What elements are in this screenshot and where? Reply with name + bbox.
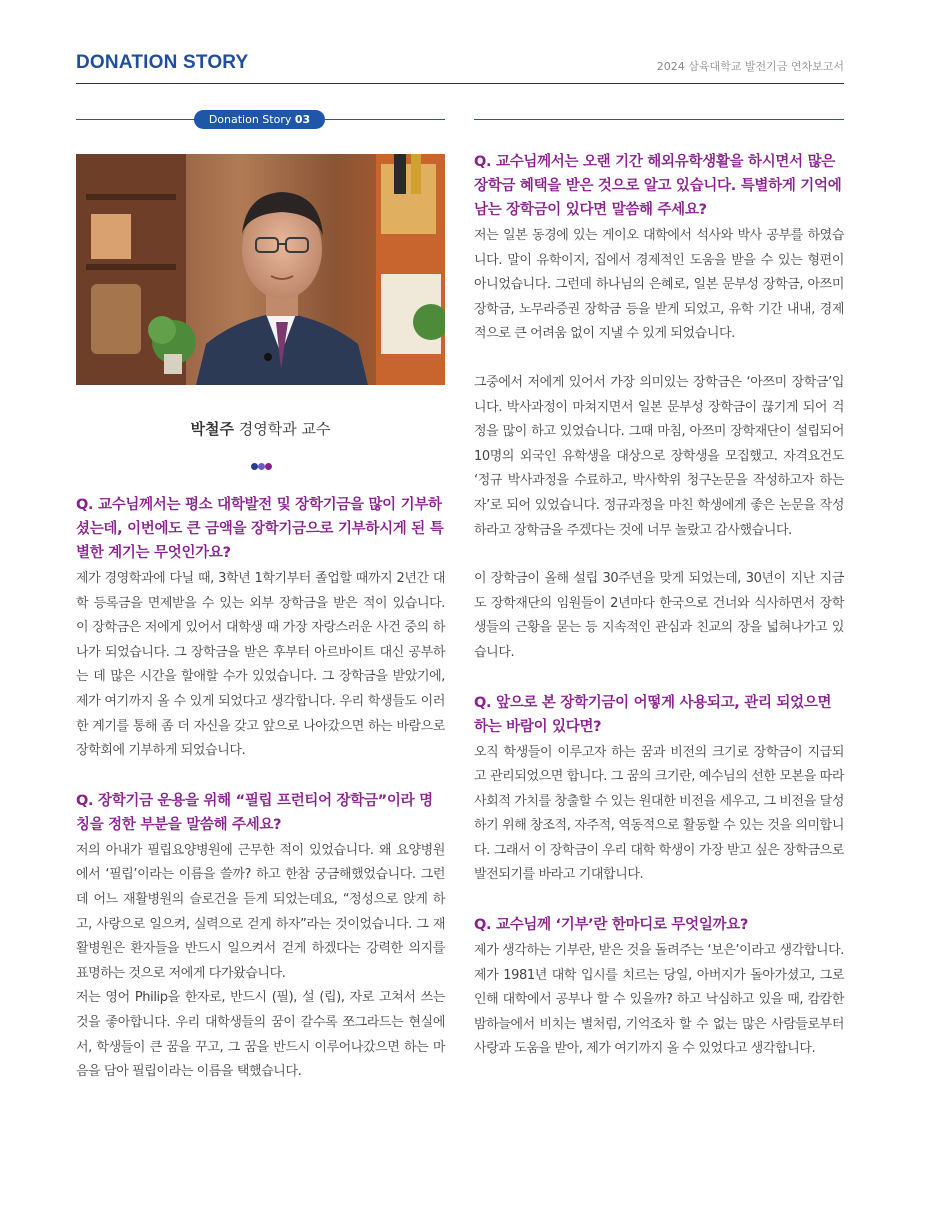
answer-meaning-of-giving: 제가 생각하는 기부란, 받은 것을 돌려주는 ‘보은’이라고 생각합니다. 제가 1981년 대학 입시를 치르는 당일, 아버지가 돌아가셨고, 그로 인해 대학에서 공부나 할 수 있을까? 하고 낙심하고 있을 때, 캄캄한 밤하늘에서 비치는 별처럼, 기억조차 할 수 없는 많은 사람들로부터 사랑과 도움을 받아, 제가 여기까지 올 수 있었다고 생각합니다. (474, 943, 844, 1057)
decorative-dots (251, 455, 272, 474)
dot-1 (251, 463, 258, 470)
answer-atsumi-scholarship: 그중에서 저에게 있어서 가장 의미있는 장학금은 ‘아쯔미 장학금’입니다. 박사과정이 마쳐지면서 일본 문부성 장학금이 끊기게 되어 걱정을 많이 하고 있었습니다. 그때 마침, 아쯔미 장학재단이 설립되어 10명의 외국인 유학생을 대상으로 장학생을 모집했고. 자격요건도 ‘정규 박사과정을 수료하고, 박사학위 청구논문을 작성하고자 하는 자’로 되어 있었습니다. 정규과정을 마친 학생에게 좋은 논문을 작성하라고 장학금을 주겠다는 것에 너무 놀랐고 감사했습니다. (474, 374, 844, 538)
story-tag-label: Donation Story (208, 113, 292, 126)
answer-motivation: 제가 경영학과에 다닐 때, 3학년 1학기부터 졸업할 때까지 2년간 대학 등록금을 면제받을 수 있는 외부 장학금을 받은 적이 있습니다. 이 장학금은 저에게 있어서 대학생 때 가장 자랑스러운 사건 중의 하나가 되었습니다. 그 장학금을 받은 후부터 아르바이트 대신 공부하는 데 많은 시간을 할애할 수가 있었습니다. 그 장학금을 받았기에, 제가 여기까지 올 수 있게 되었다고 생각합니다. 우리 학생들도 이러한 계기를 통해 좀 더 자신을 갖고 앞으로 나아갔으면 하는 바람으로 장학회에 기부하게 되었습니다. (76, 571, 445, 759)
right-column (474, 150, 844, 1062)
profile-caption (76, 418, 445, 439)
right-column-divider (474, 119, 844, 120)
page-header-title: DONATION STORY (76, 52, 249, 73)
answer-scholarship-name: 저의 아내가 필립요양병원에 근무한 적이 있었습니다. 왜 요양병원에서 ‘필립’이라는 이름을 쓸까? 하고 한참 궁금해했었습니다. 그런데 어느 재활병원의 슬로건을 듣게 되었는데요, “정성으로 앉게 하고, 사랑으로 일으켜, 실력으로 걷게 하자”라는 것이었습니다. 그 재활병원은 환자들을 반드시 일으켜서 걷게 하겠다는 강력한 의지를 표명하는 것으로 저에게 다가왔습니다. (76, 842, 445, 981)
question-future-hope: Q. 앞으로 본 장학기금이 어떻게 사용되고, 관리 되었으면 하는 바람이 있다면? (474, 694, 832, 735)
answer-30th-anniversary: 이 장학금이 올해 설립 30주년을 맞게 되었는데, 30년이 지난 지금도 장학재단의 임원들이 2년마다 한국으로 건너와 식사하면서 장학생들의 근황을 묻는 등 지속적인 관심과 친교의 장을 넓혀나가고 있습니다. (474, 571, 844, 660)
question-motivation: Q. 교수님께서는 평소 대학발전 및 장학기금을 많이 기부하셨는데, 이번에도 큰 금액을 장학기금으로 기부하시게 된 특별한 계기는 무엇인가요? (76, 497, 444, 561)
profile-title: 경영학과 교수 (238, 420, 331, 438)
left-column (76, 493, 445, 1085)
header-divider (76, 83, 844, 84)
dot-2 (258, 463, 265, 470)
professor-photo (76, 154, 445, 385)
answer-memorable-scholarship: 저는 일본 동경에 있는 게이오 대학에서 석사와 박사 공부를 하였습니다. 말이 유학이지, 집에서 경제적인 도움을 받을 수 있는 형편이 아니었습니다. 그런데 하나님의 은혜로, 일본 문부성 장학금, 아쯔미 장학금, 노무라증권 장학금 등을 받게 되었고, 유학 기간 내내, 경제적으로 큰 어려움 없이 지낼 수 있게 되었습니다. (474, 228, 844, 342)
dot-3 (265, 463, 272, 470)
profile-name: 박철주 (190, 420, 234, 438)
story-tag (194, 110, 325, 129)
report-subtitle: 2024 삼육대학교 발전기금 연차보고서 (656, 60, 844, 73)
question-memorable-scholarship: Q. 교수님께서는 오랜 기간 해외유학생활을 하시면서 많은 장학금 혜택을 받은 것으로 알고 있습니다. 특별하게 기억에 남는 장학금이 있다면 말씀해 주세요? (474, 154, 842, 218)
question-scholarship-name: Q. 장학기금 운용을 위해 “필립 프런티어 장학금”이라 명칭을 정한 부분을 말씀해 주세요? (76, 792, 433, 833)
story-tag-number: 03 (294, 113, 311, 126)
question-meaning-of-giving: Q. 교수님께 ‘기부’란 한마디로 무엇일까요? (474, 917, 749, 934)
answer-future-hope: 오직 학생들이 이루고자 하는 꿈과 비전의 크기로 장학금이 지급되고 관리되었으면 합니다. 그 꿈의 크기란, 예수님의 선한 모본을 따라 사회적 가치를 창출할 수 있는 원대한 비전을 세우고, 그 비전을 달성하기 위해 창조적, 자주적, 역동적으로 활동할 수 있는 것을 의미합니다. 그래서 이 장학금이 우리 대학 학생이 가장 받고 싶은 장학금으로 발전되기를 바라고 기대합니다. (474, 744, 844, 883)
answer-scholarship-name-cont: 저는 영어 Philip을 한자로, 반드시 (필), 설 (립), 자로 고쳐서 쓰는 것을 좋아합니다. 우리 대학생들의 꿈이 갈수록 쪼그라드는 현실에서, 학생들이 큰 꿈을 꾸고, 그 꿈을 반드시 이루어나갔으면 하는 마음을 담아 필립이라는 이름을 택했습니다. (76, 990, 445, 1080)
